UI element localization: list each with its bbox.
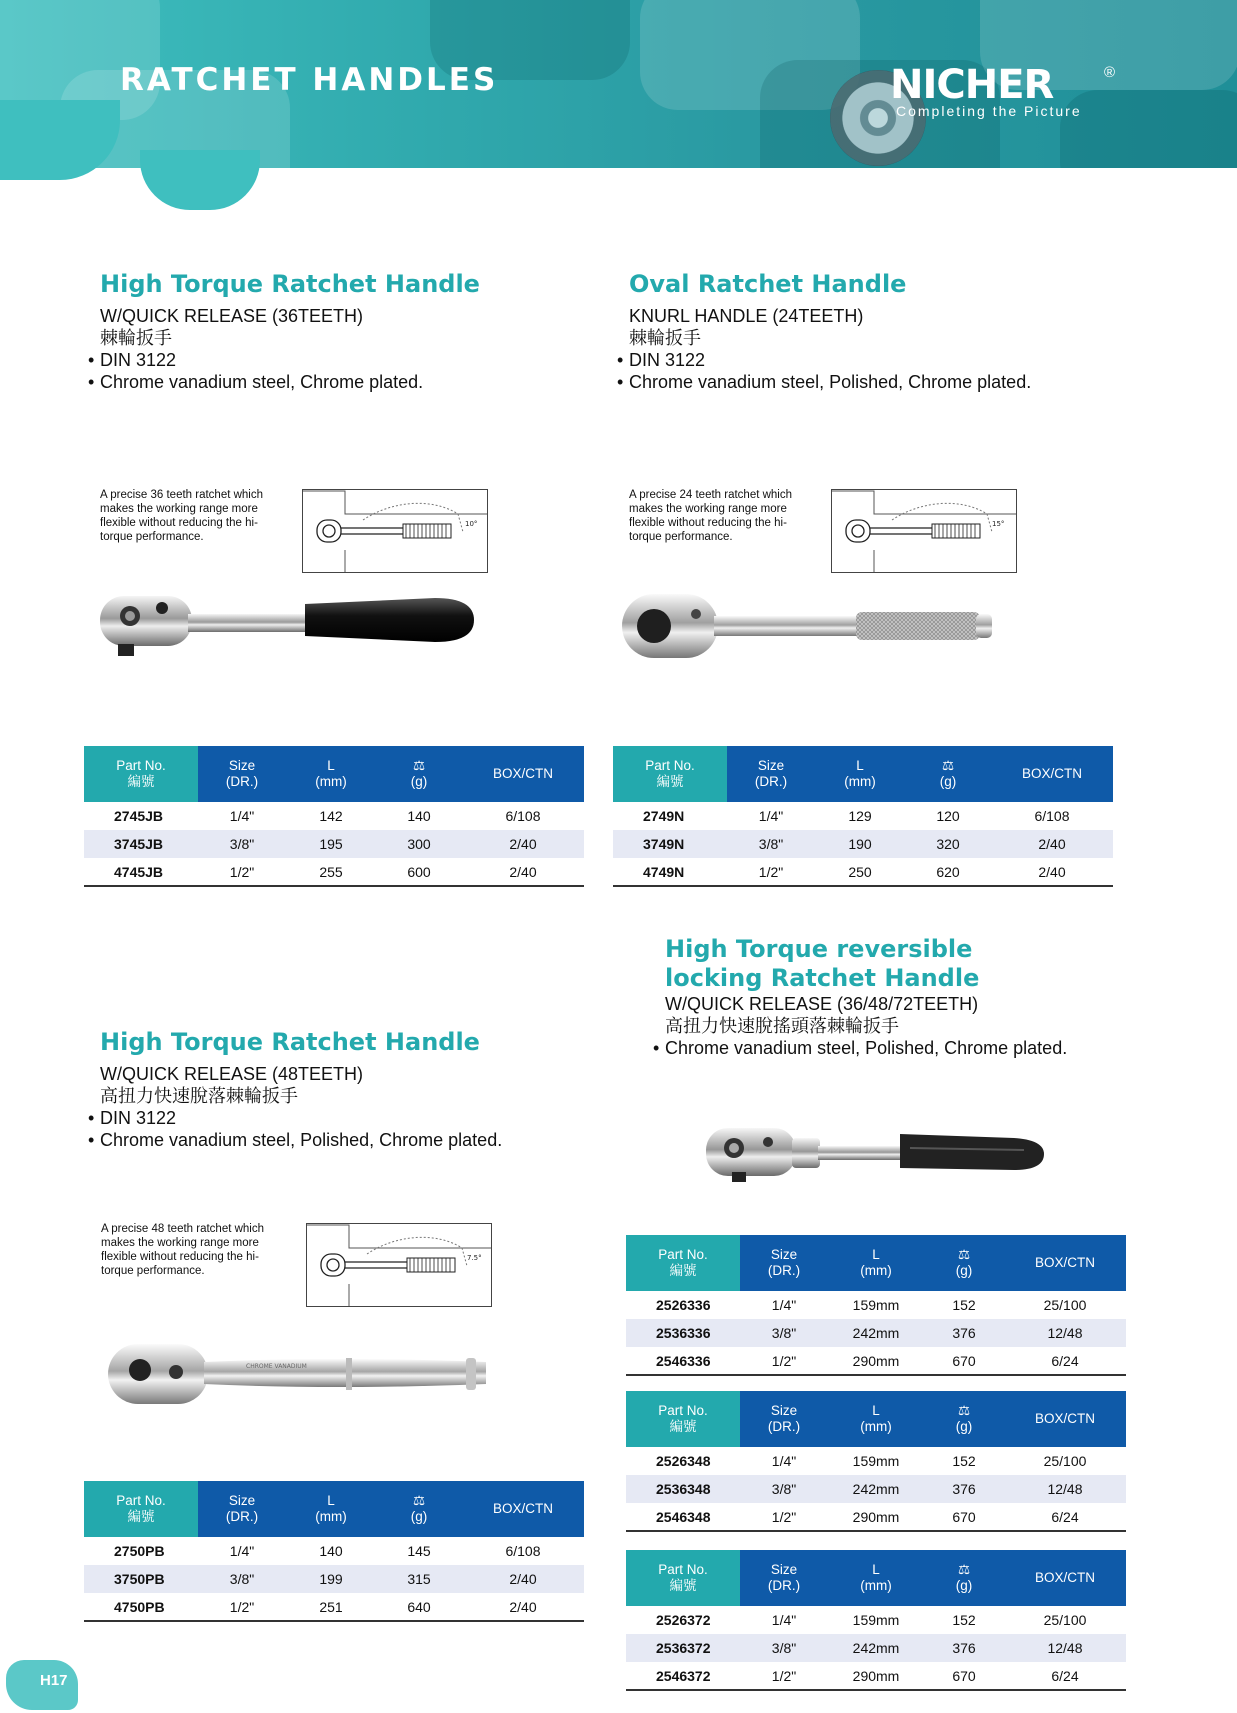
table-row: 2745JB 1/4" 142 140 6/108 (114, 808, 541, 824)
ratchet-note: A precise 36 teeth ratchet which makes the working range more flexible without reducing the hi-torque performance. (100, 489, 264, 543)
table-row: 3745JB 3/8" 195 300 2/40 (84, 830, 584, 858)
table-row: 2526348 1/4" 159mm 152 25/100 (656, 1453, 1087, 1469)
product-subtitle: KNURL HANDLE (24TEETH) (629, 306, 864, 326)
spec-table-48-teeth-locking (626, 1391, 1126, 1532)
table-row: 2546336 1/2" 290mm 670 6/24 (656, 1352, 1079, 1369)
table-row: 4745JB 1/2" 255 600 2/40 (114, 863, 537, 880)
table-row: 2526372 1/4" 159mm 152 25/100 (656, 1612, 1087, 1628)
scale-icon: ⚖ (941, 758, 955, 773)
page-title: RATCHET HANDLES (120, 62, 499, 98)
col-header-size: Size (DR.) (198, 746, 286, 802)
spec-table-36-teeth-locking (626, 1235, 1126, 1376)
col-header-length: L (mm) (286, 746, 376, 802)
feature-item: • Chrome vanadium steel, Chrome plated. (88, 371, 580, 393)
product-title-line1: High Torque reversible (665, 935, 973, 963)
col-header-length: L (mm) (828, 1235, 924, 1291)
brand-registered-mark: ® (1104, 64, 1116, 81)
product-section-oval (629, 270, 1129, 393)
product-subtitle: W/QUICK RELEASE (48TEETH) (100, 1064, 364, 1084)
table-row: 4749N 1/2" 250 620 2/40 (643, 863, 1066, 880)
ratchet-note: A precise 48 teeth ratchet which makes the working range more flexible without reducing the hi-torque performance. (101, 1223, 265, 1277)
col-header-part-no: Part No. 編號 (613, 746, 727, 802)
table-row: 2526336 1/4" 159mm 152 25/100 (656, 1297, 1087, 1313)
angle-label: 7.5° (467, 1254, 482, 1262)
col-header-box-ctn: BOX/CTN (1004, 1235, 1126, 1291)
feature-list (100, 349, 580, 393)
product-chinese-name: 棘輪扳手 (100, 328, 172, 348)
feature-list (629, 349, 1129, 393)
col-header-part-no: Part No. 編號 (626, 1391, 740, 1447)
feature-item: • DIN 3122 (617, 349, 1129, 371)
col-header-box-ctn: BOX/CTN (991, 746, 1113, 802)
col-header-weight: ⚖ (g) (924, 1550, 1004, 1606)
brand-logo: NICHER (890, 62, 1054, 108)
puzzle-piece-decor (140, 150, 260, 210)
ratchet-angle-diagram (831, 489, 1017, 573)
col-header-part-no: Part No. 編號 (84, 746, 198, 802)
col-header-size: Size (DR.) (740, 1235, 828, 1291)
col-header-length: L (mm) (828, 1391, 924, 1447)
table-row: 2536372 3/8" 242mm 376 12/48 (626, 1634, 1126, 1662)
scale-icon: ⚖ (412, 758, 426, 773)
puzzle-piece-decor (0, 100, 120, 180)
col-header-weight: ⚖ (g) (924, 1391, 1004, 1447)
col-header-size: Size (DR.) (740, 1550, 828, 1606)
table-row: 2749N 1/4" 129 120 6/108 (643, 808, 1070, 824)
angle-label: 10° (465, 520, 478, 528)
feature-list (100, 1107, 620, 1151)
product-chinese-name: 高扭力快速脫落棘輪扳手 (100, 1086, 298, 1106)
product-chinese-name: 高扭力快速脫搖頭落棘輪扳手 (665, 1016, 899, 1036)
header-banner (0, 0, 1237, 168)
col-header-box-ctn: BOX/CTN (1004, 1391, 1126, 1447)
col-header-weight: ⚖ (g) (905, 746, 991, 802)
feature-item: • Chrome vanadium steel, Polished, Chrome plated. (617, 371, 1129, 393)
col-header-part-no: Part No. 編號 (626, 1550, 740, 1606)
product-title: Oval Ratchet Handle (629, 270, 907, 298)
page-number-badge (6, 1660, 78, 1710)
scale-icon: ⚖ (957, 1247, 971, 1262)
scale-icon: ⚖ (957, 1562, 971, 1577)
ratchet-angle-diagram (306, 1223, 492, 1307)
angle-label: 15° (992, 520, 1005, 528)
col-header-weight: ⚖ (g) (376, 746, 462, 802)
table-row: 2536336 3/8" 242mm 376 12/48 (626, 1319, 1126, 1347)
col-header-box-ctn: BOX/CTN (1004, 1550, 1126, 1606)
col-header-length: L (mm) (828, 1550, 924, 1606)
locking-ratchet-handle-image (704, 1120, 1048, 1186)
page-number: H17 (40, 1672, 68, 1689)
spec-table-72-teeth-locking (626, 1550, 1126, 1691)
ratchet-handle-image (100, 590, 480, 662)
ratchet-angle-diagram (302, 489, 488, 573)
brand-tagline: Completing the Picture (896, 103, 1082, 119)
table-row: 3750PB 3/8" 199 315 2/40 (84, 1565, 584, 1593)
product-title-line2: locking Ratchet Handle (665, 964, 980, 992)
table-row: 4750PB 1/2" 251 640 2/40 (114, 1598, 537, 1615)
product-subtitle: W/QUICK RELEASE (36/48/72TEETH) (665, 994, 979, 1014)
feature-item: • DIN 3122 (88, 1107, 620, 1129)
table-row: 2536348 3/8" 242mm 376 12/48 (626, 1475, 1126, 1503)
polished-ratchet-handle-image (106, 1340, 490, 1410)
col-header-part-no: Part No. 編號 (626, 1235, 740, 1291)
col-header-box-ctn: BOX/CTN (462, 1481, 584, 1537)
product-section-reversible (665, 935, 1165, 1059)
col-header-size: Size (DR.) (198, 1481, 286, 1537)
col-header-weight: ⚖ (g) (924, 1235, 1004, 1291)
table-row: 2546372 1/2" 290mm 670 6/24 (656, 1667, 1079, 1684)
feature-item: • DIN 3122 (88, 349, 580, 371)
product-subtitle: W/QUICK RELEASE (36TEETH) (100, 306, 364, 326)
feature-item: • Chrome vanadium steel, Polished, Chrome plated. (88, 1129, 620, 1151)
scale-icon: ⚖ (957, 1403, 971, 1418)
product-section-48teeth (100, 1028, 620, 1151)
spec-table-36teeth (84, 746, 584, 887)
oval-ratchet-handle-image (620, 588, 1000, 664)
col-header-size: Size (DR.) (727, 746, 815, 802)
product-title: High Torque Ratchet Handle (100, 1028, 480, 1056)
feature-list (665, 1037, 1165, 1059)
col-header-box-ctn: BOX/CTN (462, 746, 584, 802)
product-chinese-name: 棘輪扳手 (629, 328, 701, 348)
table-row: 3749N 3/8" 190 320 2/40 (613, 830, 1113, 858)
spec-table-oval (613, 746, 1113, 887)
tool-engraving: CHROME VANADIUM (246, 1363, 307, 1370)
col-header-length: L (mm) (815, 746, 905, 802)
table-row: 2750PB 1/4" 140 145 6/108 (114, 1543, 541, 1559)
table-row: 2546348 1/2" 290mm 670 6/24 (656, 1508, 1079, 1525)
product-title: High Torque Ratchet Handle (100, 270, 480, 298)
product-section-36teeth (100, 270, 580, 393)
spec-table-48teeth (84, 1481, 584, 1622)
feature-item: • Chrome vanadium steel, Polished, Chrome plated. (653, 1037, 1165, 1059)
scale-icon: ⚖ (412, 1493, 426, 1508)
col-header-weight: ⚖ (g) (376, 1481, 462, 1537)
col-header-size: Size (DR.) (740, 1391, 828, 1447)
col-header-part-no: Part No. 編號 (84, 1481, 198, 1537)
col-header-length: L (mm) (286, 1481, 376, 1537)
ratchet-note: A precise 24 teeth ratchet which makes the working range more flexible without reducing the hi-torque performance. (629, 489, 793, 543)
